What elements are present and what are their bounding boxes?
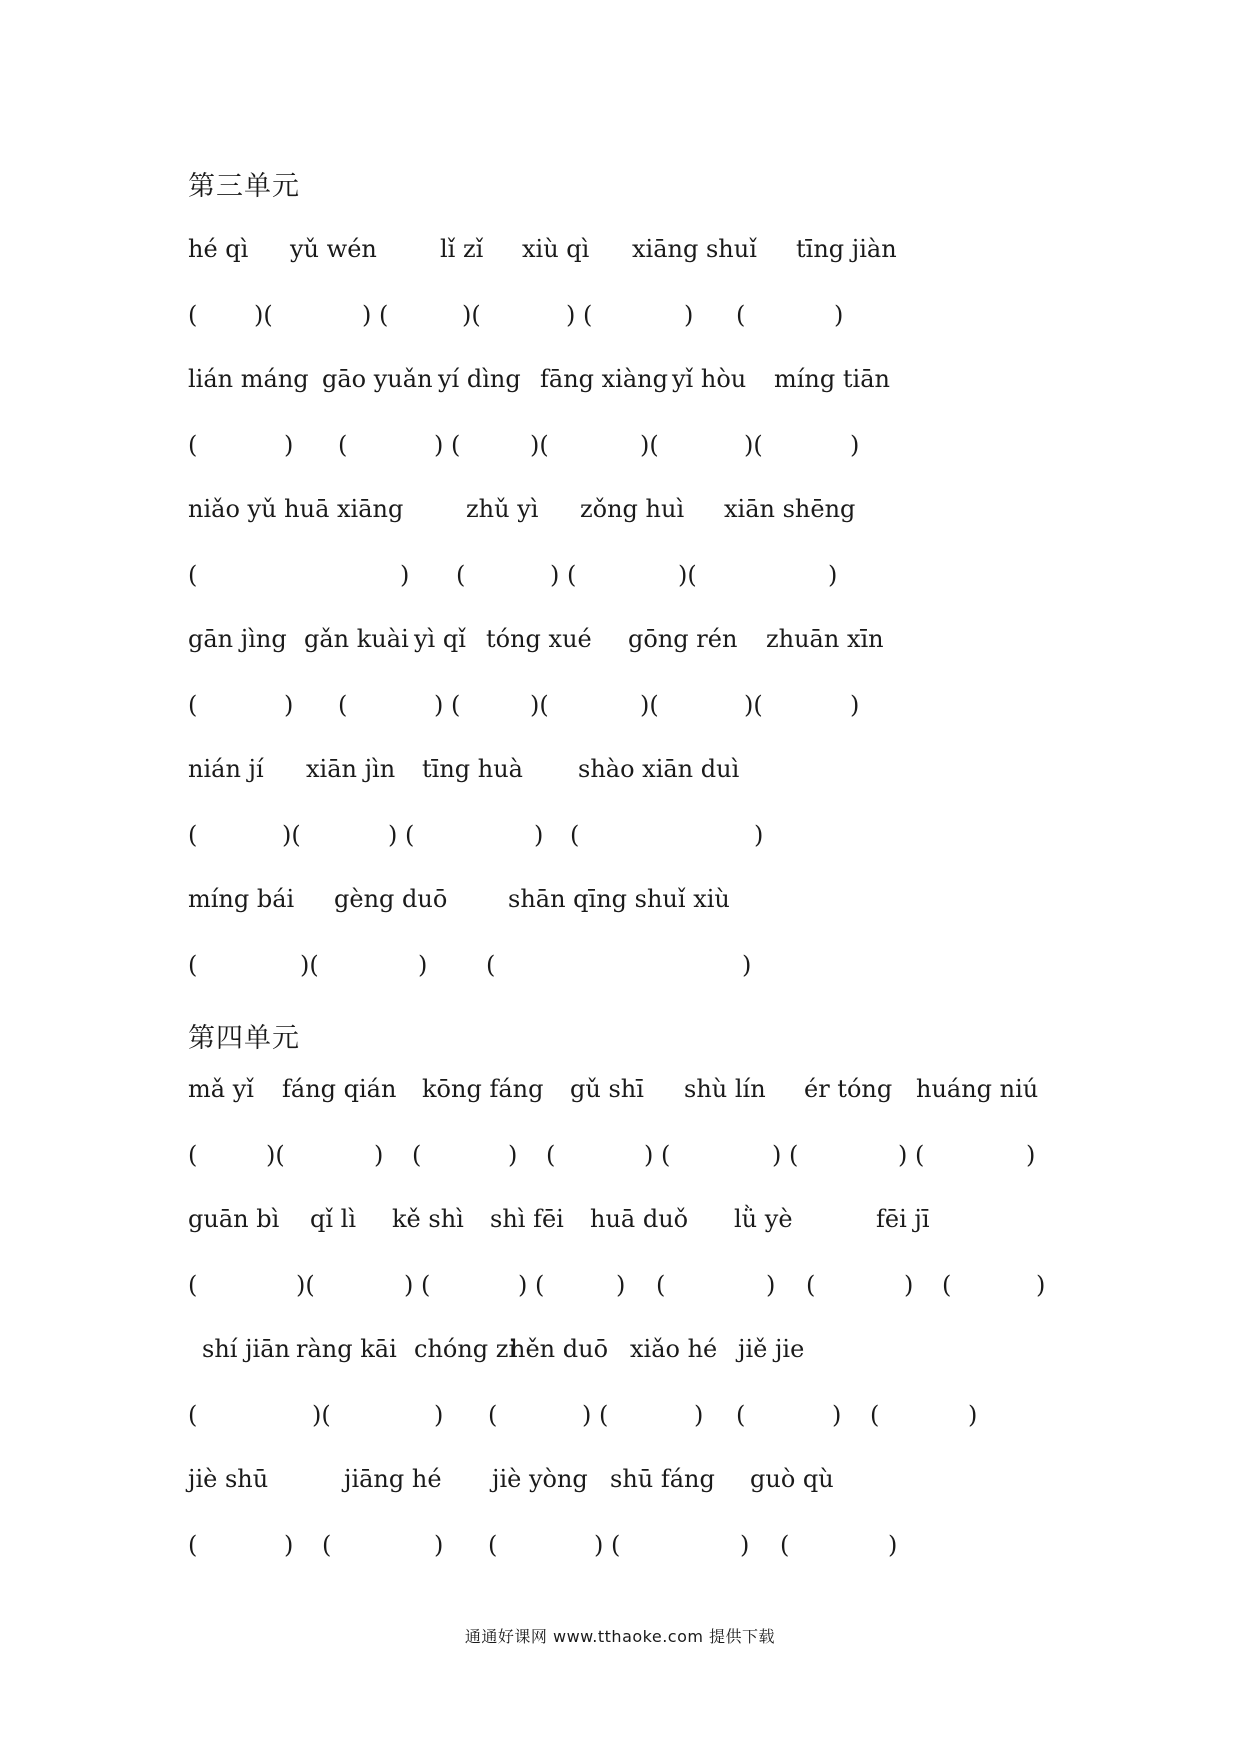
pinyin-word: gān jìng xyxy=(188,625,287,653)
pinyin-word: qǐ lì xyxy=(310,1205,357,1233)
answer-blank: ) xyxy=(694,1401,704,1429)
answer-blank: ) xyxy=(850,431,860,459)
pinyin-word: huáng niú xyxy=(916,1075,1039,1103)
pinyin-word: xiān jìn xyxy=(306,755,396,783)
pinyin-word: huā duǒ xyxy=(590,1205,689,1233)
pinyin-word: shū fáng xyxy=(610,1465,715,1493)
pinyin-word: hé qì xyxy=(188,235,249,263)
answer-blank: ( xyxy=(488,1531,498,1559)
pinyin-word: gǔ shī xyxy=(570,1075,644,1103)
answer-blank: )( xyxy=(530,431,549,459)
answer-blank: ) xyxy=(284,1531,294,1559)
answer-blank: ( xyxy=(188,431,198,459)
pinyin-word: lián máng xyxy=(188,365,309,393)
answer-blank: ) ( xyxy=(404,1271,431,1299)
pinyin-word: zǒng huì xyxy=(580,495,685,523)
answer-blank: ) xyxy=(766,1271,776,1299)
pinyin-word: yǔ wén xyxy=(290,235,377,263)
answer-blank: ) ( xyxy=(362,301,389,329)
pinyin-word: xiǎo hé xyxy=(630,1335,718,1363)
answer-blank: )( xyxy=(744,691,763,719)
pinyin-word: zhǔ yì xyxy=(466,495,539,523)
section-3-title: 第三单元 xyxy=(188,171,300,202)
pinyin-word: gāo yuǎn xyxy=(322,365,433,393)
pinyin-word: gǎn kuài xyxy=(304,625,409,653)
pinyin-word: fāng xiàng xyxy=(540,365,668,393)
pinyin-row xyxy=(0,752,1240,786)
answer-blank: ) xyxy=(284,691,294,719)
answer-blank: ) xyxy=(400,561,410,589)
pinyin-word: nián jí xyxy=(188,755,264,783)
answer-blank: ( xyxy=(942,1271,952,1299)
pinyin-word: fēi jī xyxy=(876,1205,930,1233)
answer-blank: ) ( xyxy=(594,1531,621,1559)
answer-row xyxy=(0,1528,1240,1562)
answer-blank: ) ( xyxy=(644,1141,671,1169)
answer-blank: ) ( xyxy=(434,691,461,719)
answer-blank: ) xyxy=(434,1401,444,1429)
answer-blank: )( xyxy=(296,1271,315,1299)
answer-blank: ) xyxy=(374,1141,384,1169)
pinyin-word: gèng duō xyxy=(334,885,448,913)
answer-blank: )( xyxy=(640,431,659,459)
answer-row xyxy=(0,1398,1240,1432)
answer-blank: ) xyxy=(508,1141,518,1169)
pinyin-word: chóng zi xyxy=(414,1335,517,1363)
answer-blank: )( xyxy=(254,301,273,329)
page-footer: 通通好课网 www.tthaoke.com 提供下载 xyxy=(464,1627,776,1646)
pinyin-word: jiè yòng xyxy=(492,1465,588,1493)
answer-blank: )( xyxy=(640,691,659,719)
pinyin-word: shào xiān duì xyxy=(578,755,740,783)
answer-blank: )( xyxy=(462,301,481,329)
pinyin-word: ér tóng xyxy=(804,1075,893,1103)
answer-blank: ) ( xyxy=(518,1271,545,1299)
answer-blank: ( xyxy=(188,561,198,589)
answer-blank: ) xyxy=(1036,1271,1046,1299)
pinyin-word: hěn duō xyxy=(510,1335,609,1363)
answer-blank: )( xyxy=(530,691,549,719)
answer-blank: )( xyxy=(266,1141,285,1169)
answer-row xyxy=(0,948,1240,982)
pinyin-word: mǎ yǐ xyxy=(188,1075,254,1103)
pinyin-word: míng bái xyxy=(188,885,295,913)
answer-blank: ) ( xyxy=(388,821,415,849)
answer-blank: ( xyxy=(188,1141,198,1169)
answer-blank: ( xyxy=(188,951,198,979)
pinyin-row xyxy=(0,1332,1240,1366)
pinyin-row xyxy=(0,362,1240,396)
answer-blank: ( xyxy=(322,1531,332,1559)
answer-blank: )( xyxy=(300,951,319,979)
answer-blank: ( xyxy=(188,1531,198,1559)
answer-blank: ) xyxy=(834,301,844,329)
pinyin-word: xiān shēng xyxy=(724,495,856,523)
answer-blank: )( xyxy=(678,561,697,589)
answer-blank: ) xyxy=(534,821,544,849)
pinyin-word: fáng qián xyxy=(282,1075,397,1103)
answer-blank: ( xyxy=(412,1141,422,1169)
answer-row xyxy=(0,428,1240,462)
pinyin-row xyxy=(0,492,1240,526)
answer-blank: ) xyxy=(850,691,860,719)
answer-row xyxy=(0,1268,1240,1302)
answer-blank: ( xyxy=(338,691,348,719)
answer-blank: ( xyxy=(486,951,496,979)
pinyin-word: shí jiān xyxy=(202,1335,290,1363)
answer-blank: )( xyxy=(744,431,763,459)
pinyin-row xyxy=(0,1202,1240,1236)
pinyin-word: shù lín xyxy=(684,1075,766,1103)
answer-blank: ) xyxy=(1026,1141,1036,1169)
answer-blank: ) xyxy=(832,1401,842,1429)
pinyin-word: lǜ yè xyxy=(734,1205,793,1233)
answer-blank: ( xyxy=(546,1141,556,1169)
answer-blank: ) xyxy=(616,1271,626,1299)
answer-blank: ( xyxy=(188,1271,198,1299)
answer-blank: ( xyxy=(656,1271,666,1299)
pinyin-word: guò qù xyxy=(750,1465,834,1493)
section-4-title: 第四单元 xyxy=(188,1023,300,1054)
pinyin-word: xiāng shuǐ xyxy=(632,235,757,263)
pinyin-word: tóng xué xyxy=(486,625,592,653)
answer-blank: ( xyxy=(806,1271,816,1299)
pinyin-word: guān bì xyxy=(188,1205,280,1233)
answer-blank: ( xyxy=(188,301,198,329)
answer-blank: ( xyxy=(456,561,466,589)
answer-blank: ) xyxy=(904,1271,914,1299)
pinyin-word: gōng rén xyxy=(628,625,738,653)
answer-blank: ) xyxy=(828,561,838,589)
answer-blank: ) xyxy=(740,1531,750,1559)
answer-blank: ) ( xyxy=(550,561,577,589)
pinyin-word: zhuān xīn xyxy=(766,625,884,653)
pinyin-word: xiù qì xyxy=(522,235,590,263)
answer-blank: ( xyxy=(338,431,348,459)
pinyin-row xyxy=(0,1072,1240,1106)
answer-blank: ) ( xyxy=(566,301,593,329)
answer-blank: ( xyxy=(870,1401,880,1429)
pinyin-word: tīng jiàn xyxy=(796,235,897,263)
answer-blank: ( xyxy=(570,821,580,849)
pinyin-word: kōng fáng xyxy=(422,1075,544,1103)
pinyin-word: lǐ zǐ xyxy=(440,235,484,263)
answer-row xyxy=(0,558,1240,592)
pinyin-row xyxy=(0,1462,1240,1496)
pinyin-row xyxy=(0,232,1240,266)
pinyin-row xyxy=(0,622,1240,656)
answer-blank: ) xyxy=(742,951,752,979)
answer-blank: ) xyxy=(284,431,294,459)
answer-blank: ( xyxy=(488,1401,498,1429)
answer-blank: ( xyxy=(736,301,746,329)
answer-blank: ) ( xyxy=(434,431,461,459)
answer-blank: ( xyxy=(188,821,198,849)
answer-row xyxy=(0,688,1240,722)
answer-blank: ) ( xyxy=(772,1141,799,1169)
answer-blank: ) xyxy=(968,1401,978,1429)
answer-blank: ) xyxy=(418,951,428,979)
answer-blank: ( xyxy=(780,1531,790,1559)
answer-row xyxy=(0,298,1240,332)
answer-blank: ) xyxy=(684,301,694,329)
pinyin-word: yǐ hòu xyxy=(672,365,747,393)
answer-blank: ( xyxy=(188,691,198,719)
pinyin-word: tīng huà xyxy=(422,755,523,783)
pinyin-word: yì qǐ xyxy=(414,625,466,653)
answer-blank: ) xyxy=(754,821,764,849)
answer-row xyxy=(0,818,1240,852)
pinyin-word: yí dìng xyxy=(438,365,521,393)
answer-blank: ) xyxy=(888,1531,898,1559)
pinyin-row xyxy=(0,882,1240,916)
answer-blank: ) ( xyxy=(898,1141,925,1169)
pinyin-word: shì fēi xyxy=(490,1205,564,1233)
answer-blank: )( xyxy=(282,821,301,849)
answer-blank: ( xyxy=(188,1401,198,1429)
pinyin-word: jiè shū xyxy=(188,1465,269,1493)
answer-blank: ( xyxy=(736,1401,746,1429)
pinyin-word: niǎo yǔ huā xiāng xyxy=(188,495,404,523)
pinyin-word: míng tiān xyxy=(774,365,890,393)
answer-blank: ) ( xyxy=(582,1401,609,1429)
pinyin-word: shān qīng shuǐ xiù xyxy=(508,885,730,913)
pinyin-word: jiāng hé xyxy=(344,1465,442,1493)
pinyin-word: kě shì xyxy=(392,1205,464,1233)
answer-blank: ) xyxy=(434,1531,444,1559)
pinyin-word: ràng kāi xyxy=(296,1335,397,1363)
answer-row xyxy=(0,1138,1240,1172)
answer-blank: )( xyxy=(312,1401,331,1429)
pinyin-word: jiě jie xyxy=(738,1335,805,1363)
